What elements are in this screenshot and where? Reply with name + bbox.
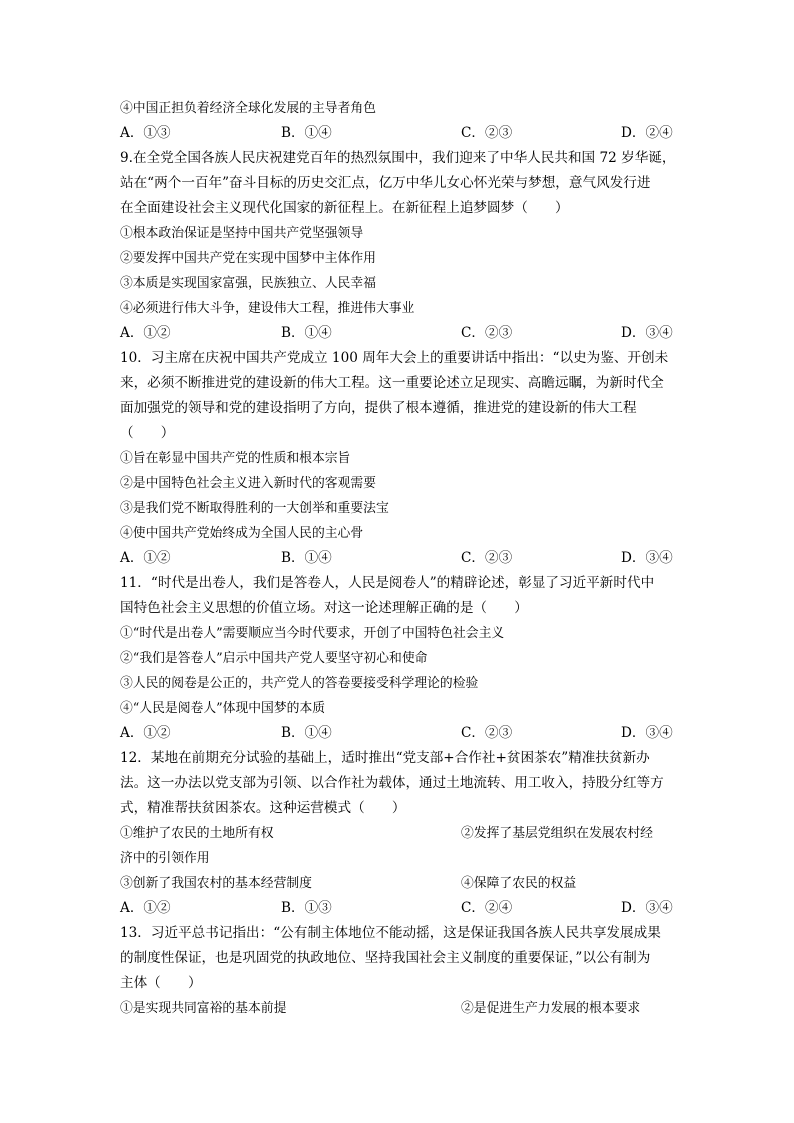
q10-stem-line-1: 10．习主席在庆祝中国共产党成立 100 周年大会上的重要讲话中指出：“以史为鉴、开创未 xyxy=(120,350,669,366)
q11-choice-a[interactable]: A．①② xyxy=(120,725,171,741)
q12-choice-b[interactable]: B．①③ xyxy=(281,900,332,916)
q9-choice-c[interactable]: C．②③ xyxy=(461,325,513,341)
q11-option-2: ②“我们是答卷人”启示中国共产党人要坚守初心和使命 xyxy=(120,651,428,666)
q11-choice-b[interactable]: B．①④ xyxy=(281,725,332,741)
q9-choice-b[interactable]: B．①④ xyxy=(281,325,332,341)
q10-option-4: ④使中国共产党始终成为全国人民的主心骨 xyxy=(120,526,364,541)
q12-choice-a[interactable]: A．①② xyxy=(120,900,171,916)
q11-choice-d[interactable]: D．③④ xyxy=(621,725,673,741)
exam-page xyxy=(120,96,676,1021)
q10-choice-d[interactable]: D．③④ xyxy=(621,550,673,566)
q13-option-1: ①是实现共同富裕的基本前提 xyxy=(120,1001,287,1016)
q9-stem-line-2: 站在“两个一百年”奋斗目标的历史交汇点，亿万中华儿女心怀光荣与梦想，意气风发行进 xyxy=(120,175,651,191)
q8-choices xyxy=(120,121,676,146)
q12-option-2: ②发挥了基层党组织在发展农村经 xyxy=(461,826,653,841)
q8-choice-d[interactable]: D．②④ xyxy=(621,125,673,141)
q10-stem-line-3: 面加强党的领导和党的建设指明了方向，提供了根本遵循，推进党的建设新的伟大工程 xyxy=(120,400,637,416)
q11-stem-line-2: 国特色社会主义思想的价值立场。对这一论述理解正确的是（ ） xyxy=(120,600,528,616)
q12-stem-line-3: 式，精准帮扶贫困茶农。这种运营模式（ ） xyxy=(120,800,406,816)
q11-option-3: ③人民的阅卷是公正的，共产党人的答卷要接受科学理论的检验 xyxy=(120,676,479,691)
q11-choices xyxy=(120,721,676,746)
q12-choice-d[interactable]: D．③④ xyxy=(621,900,673,916)
q9-option-3: ③本质是实现国家富强，民族独立、人民幸福 xyxy=(120,276,376,291)
q13-stem-line-3: 主体（ ） xyxy=(120,975,202,991)
q9-stem-line-3: 在全面建设社会主义现代化国家的新征程上。在新征程上追梦圆梦（ ） xyxy=(120,200,569,216)
q12-option-1: ①维护了农民的土地所有权 xyxy=(120,826,274,841)
q13-options-row-1 xyxy=(120,996,676,1021)
q12-choice-c[interactable]: C．②④ xyxy=(461,900,513,916)
q10-option-2: ②是中国特色社会主义进入新时代的客观需要 xyxy=(120,476,376,491)
q8-option-4: ④中国正担负着经济全球化发展的主导者角色 xyxy=(120,101,376,116)
q11-choice-c[interactable]: C．②③ xyxy=(461,725,513,741)
q10-choice-a[interactable]: A．①② xyxy=(120,550,171,566)
q9-option-1: ①根本政治保证是坚持中国共产党坚强领导 xyxy=(120,226,364,241)
q13-stem-line-1: 13．习近平总书记指出：“公有制主体地位不能动摇，这是保证我国各族人民共享发展成果 xyxy=(120,925,661,941)
q10-choice-c[interactable]: C．②③ xyxy=(461,550,513,566)
q10-option-3: ③是我们党不断取得胜利的一大创举和重要法宝 xyxy=(120,501,389,516)
q12-stem-line-1: 12．某地在前期充分试验的基础上，适时推出“党支部+合作社+贫困茶农”精准扶贫新办 xyxy=(120,750,650,766)
q12-options-row-2 xyxy=(120,871,676,896)
q12-options-row-1 xyxy=(120,821,676,846)
q13-option-2: ②是促进生产力发展的根本要求 xyxy=(461,1001,641,1016)
q11-stem-line-1: 11．“时代是出卷人，我们是答卷人，人民是阅卷人”的精辟论述，彰显了习近平新时代中 xyxy=(120,575,655,591)
q12-stem-line-2: 法。这一办法以党支部为引领、以合作社为载体，通过土地流转、用工收入，持股分红等方 xyxy=(120,775,664,791)
q13-stem-line-2: 的制度性保证，也是巩固党的执政地位、坚持我国社会主义制度的重要保证，”以公有制为 xyxy=(120,950,651,966)
q9-choice-d[interactable]: D．③④ xyxy=(621,325,673,341)
q12-option-4: ④保障了农民的权益 xyxy=(461,876,577,891)
q10-stem-line-2: 来，必须不断推进党的建设新的伟大工程。这一重要论述立足现实、高瞻远瞩，为新时代全 xyxy=(120,375,664,391)
q11-option-1: ①“时代是出卷人”需要顺应当今时代要求，开创了中国特色社会主义 xyxy=(120,626,505,641)
q8-choice-c[interactable]: C．②③ xyxy=(461,125,513,141)
q10-option-1: ①旨在彰显中国共产党的性质和根本宗旨 xyxy=(120,451,351,466)
q9-stem-line-1: 9.在全党全国各族人民庆祝建党百年的热烈氛围中，我们迎来了中华人民共和国 72 岁华诞， xyxy=(120,150,676,166)
q11-option-4: ④“人民是阅卷人”体现中国梦的本质 xyxy=(120,701,326,716)
q12-option-3: ③创新了我国农村的基本经营制度 xyxy=(120,876,312,891)
q8-choice-b[interactable]: B．①④ xyxy=(281,125,332,141)
q10-choices xyxy=(120,546,676,571)
q8-choice-a[interactable]: A．①③ xyxy=(120,125,171,141)
q10-choice-b[interactable]: B．①④ xyxy=(281,550,332,566)
q9-choices xyxy=(120,321,676,346)
q9-option-4: ④必须进行伟大斗争，建设伟大工程，推进伟大事业 xyxy=(120,301,415,316)
q12-choices xyxy=(120,896,676,921)
q10-stem-line-4: （ ） xyxy=(120,425,175,441)
q9-choice-a[interactable]: A．①② xyxy=(120,325,171,341)
q12-option-2-continued: 济中的引领作用 xyxy=(120,851,210,866)
q9-option-2: ②要发挥中国共产党在实现中国梦中主体作用 xyxy=(120,251,376,266)
